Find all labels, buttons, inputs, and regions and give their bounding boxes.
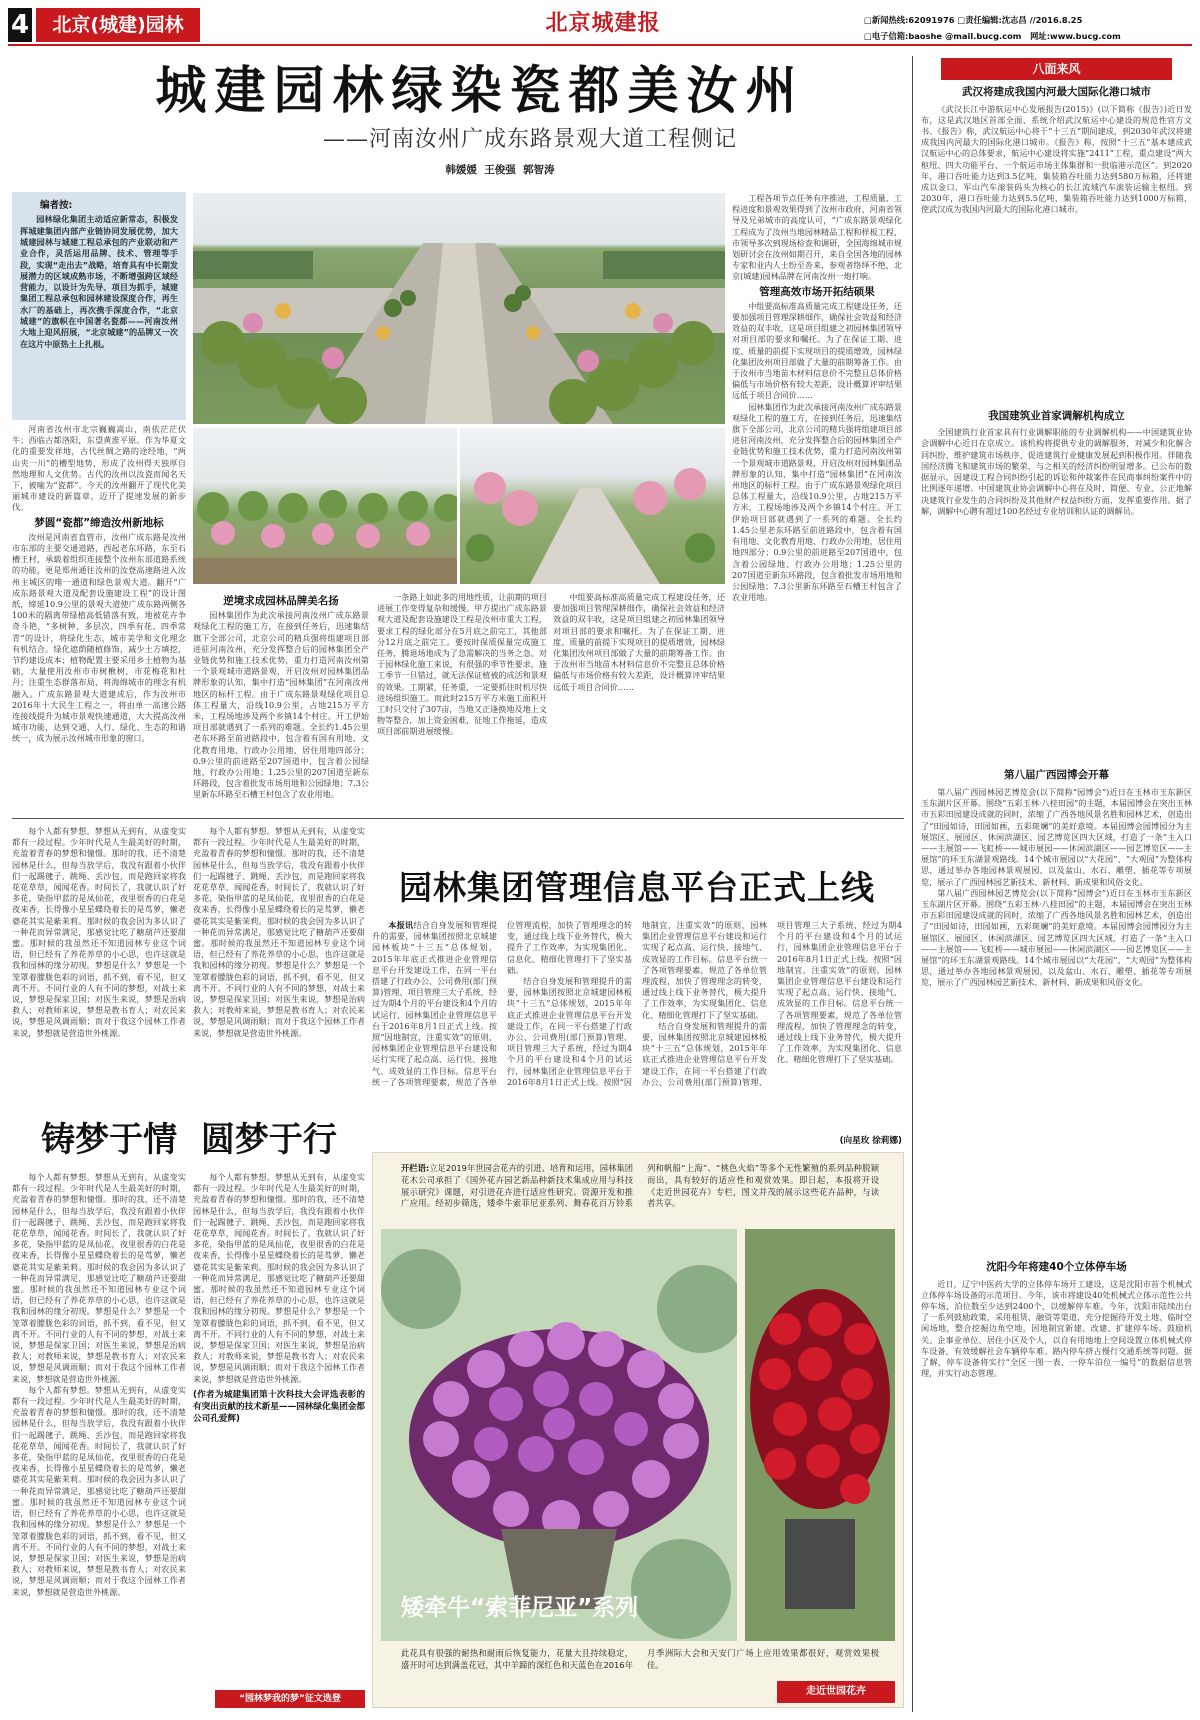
brief-title-4: 沈阳今年将建40个立体停车场	[986, 1260, 1127, 1273]
email: □电子信箱:baoshe @mail.bucg.com	[864, 31, 1022, 41]
path-photo	[460, 428, 725, 584]
dream-essay-col2	[193, 826, 365, 1110]
brief-title-1: 武汉将建成我国内河最大国际化港口城市	[962, 86, 1151, 98]
dream-essay-text-4: 每个人都有梦想。梦想从无到有，从虚变实都有一段过程。少年时代是人生最美好的时期，充盈着青春的梦想和憧憬。那时的我，还不清楚园林是什么，但每当放学后，我没有跟着小伙伴们一起踢毽子、跳绳、丢沙包，而是跑回家将我花花草草，闻闻花香。时间长了，我就认识了好多花，染指甲蓝的是凤仙花，夜里很香的白花是夜来香，长得像小星星蝶绕着长的是茑萝，懒老婆花其实是紫茉莉。那时候的我会因为多认识了一种花而异常满足，那感觉比吃了糖葫芦还要甜蜜。那时候的我虽然还不知道园林专业这个词语，但已经有了养花养草的小心思，也许这就是我和园林的缘分初现。梦想是什么？梦想是一个笼罩着朦胧色彩的词语，抓不到，看不见，但又离不开。不同行业的人有不同的梦想，对战士来说，梦想是保家卫国；对医生来说，梦想是治病救人；对教师来说，梦想是教书育人；对农民来说，梦想是风调雨顺；而对于我这个园林工作者来说，梦想就是营造世外桃源。	[12, 1384, 186, 1597]
flower-feature-label: 开栏语:	[401, 1163, 430, 1173]
editor-note-label: 编者按:	[40, 200, 73, 211]
dream-essay-col1	[12, 826, 186, 1110]
dream-essay-tag: “园林梦我的梦”征文选登	[215, 1690, 365, 1708]
second-story-text-2: 结合自身发展和管理提升的需要，园林集团按照北京城建园林板块“十三五”总体规划，2015年年底正式推进企业管理信息平台开发建设工作，在同一平台搭建了行政办公、公司费用(部门预算)管理、项目管理三大子系统，经过为期4个月的平台建设和4个月的试运行，园林集团企业管理信息平台于2016年8月1日正式上线。按照“因地制宜，注重实效”的原则，园林集团企业管理信息平台建设和运行实现了起点高、运行快、接地气、成效显的工作目标。信息平台统一了各项管理要素，规范了各单位管理流程，加快了管理理念的转变，通过线上线下业务替代，极大提升了工作效率，为实现集团化、信息化、精细化管理打下了坚实基础。	[507, 920, 767, 1087]
brief-body-1	[921, 104, 1192, 404]
dream-essay-text-5: 每个人都有梦想。梦想从无到有，从虚变实都有一段过程。少年时代是人生最美好的时期，充盈着青春的梦想和憧憬。那时的我，还不清楚园林是什么，但每当放学后，我没有跟着小伙伴们一起踢毽子、跳绳、丢沙包，而是跑回家将我花花草草，闻闻花香。时间长了，我就认识了好多花，染指甲蓝的是凤仙花，夜里很香的白花是夜来香，长得像小星星蝶绕着长的是茑萝，懒老婆花其实是紫茉莉。那时候的我会因为多认识了一种花而异常满足，那感觉比吃了糖葫芦还要甜蜜。那时候的我虽然还不知道园林专业这个词语，但已经有了养花养草的小心思，也许这就是我和园林的缘分初现。梦想是什么？梦想是一个笼罩着朦胧色彩的词语，抓不到，看不见，但又离不开。不同行业的人有不同的梦想，对战士来说，梦想是保家卫国；对医生来说，梦想是治病救人；对教师来说，梦想是教书育人；对农民来说，梦想是风调雨顺；而对于我这个园林工作者来说，梦想就是营造世外桃源。	[193, 1172, 365, 1384]
red-petunia-photo	[745, 1229, 895, 1641]
brief-text-3b: 第八届广西园林园艺博览会(以下简称“园博会”)近日在玉林市玉东新区玉东湖片区开幕。围绕“五彩玉林·八桂田园”的主题，本届园博会在突出玉林市五彩田园建设成就的同时，浓缩了广西各地风景名胜和园林艺术，创造出了“田园如诗，田园如画，五彩斑斓”的美好意境。本届园博会园博园分为主展馆区、展园区、休闲滨湖区、园艺博览区四大区域，打造了一条“主入口——主展馆——飞虹桥——城市展园——休闲滨湖区——园艺博览区——主展馆”的环玉东湖景观路线。14个城市展园以“大花园”、“大观园”为整体构思，通过举办各地园林景观展园，以及盆山、水石、雕塑、插花等专项展览，展示了广西园林园艺新技术、新材料、新成果和风俗文化。	[921, 887, 1192, 988]
lead-col3	[377, 592, 547, 812]
subhead-3: 管理高效市场开拓结硕果	[759, 285, 875, 298]
lead-col4-body3: 园林集团作为此次承接河南汝州广成东路景观绿化工程的施工方，在接到任务后，迅速集结旗下全部公司，北京公司的精兵强将组建项目部进驻河南汝州，充分发挥整合后的园林集团全产业链优势和施工技术优势，重力打造河南汝州第一个景观城市道路景观，开启汝州对园林集团品牌形象的认知，集中打造“园林集团”在河南汝州地区的标杆工程。由于广成东路景观绿化项目总体工程量大，沿线10.9公里，占地215万平方米，工程场地涉及两个乡镇14个村庄。开工伊始项目部就遇到了一系列的难题。全长约1.45公里老东环路至前进路段中，包含着有国有用地、文化教育用地、行政办公用地，居住用地四部分；0.9公里的前进路至207国道中，包含着公园绿地、行政办公用地；1.25公里的207国道至新东环路段，包含着批发市场用地和公园绿地；7.3公里新东环路至石槽王村包含了农业用地。	[732, 401, 902, 603]
paper-name: 北京城建报	[545, 11, 661, 36]
petunia-basket-illustration	[381, 1229, 737, 1641]
hotline: □新闻热线:62091976	[864, 15, 955, 25]
lead-col4-body2: 中组要高标准高质量完成工程建设任务，还要加强项目管理深耕细作，确保社会效益和经济效益的双丰收，这是项目组建之初园林集团领导对项目部的要求和嘱托。为了在保证工期、进度、质量的前提下实现项目的提质增效，园林绿化集团汝州项目部做了大量的前期筹备工作。由于汝州市当地苗木材料信息价不完整且总体价格偏低与市场价格有较大差距，设计概算评审结果远低于项目合同价……	[732, 300, 902, 401]
lead-headline: 城建园林绿染瓷都美汝州	[155, 62, 805, 121]
lead-col3-body: 一条路上如此多的用地性质，让前期的项目进展工作变得复杂和缓慢。甲方提出广成东路景观大道及配套设施建设工程是汝州市重大工程，要求工程的绿化部分在5月底之前完工，其他部分12月底之前完工。要按时保质保量完成施工任务，腾退场地成为了急需解决的当务之急。对于园林绿化施工来说，有很强的季节性要求，施工季节一旦错过，就无法保证植被的成活和景观的效果。工期紧，任务重，一定要抓住时机尽快进场组织施工。而此时215万平方米施工面积开工时只交付了307亩，当地又正逢换地及地上文物等整合，加上资金困难，征地工作拖延，造成项目部前期进展缓慢。	[377, 592, 547, 737]
dream-essay-col3	[12, 1172, 186, 1708]
lead-col2	[193, 592, 369, 812]
masthead	[8, 8, 1192, 46]
lead-col4-body: 工程各项节点任务有序推进，工程质量、工程进度和景观效果得到了汝州市政府、河南省领导及兄弟城市的高度认可，“广成东路景观绿化工程成为了汝州当地园林精品工程和样板工程，市领导多次到现场检查和调研，全国海绵城市规划研讨会在汝州如期召开，来自全国各地的园林专家和业内人士纷至沓来，参观者络绎不绝，北京(城建)园林品牌在河南汝州一炮打响。	[732, 193, 902, 282]
editor-note-text: 园林绿化集团主动适应新常态，积极发挥城建集团内部产业链协同发展优势，加大城建园林与城建工程总承包的产业联动和产业合作，灵活运用品牌、技术、管理等手段，实现“走出去”战略，培育具有中长期发展潜力的区域成熟市场，不断增强跨区域经营能力，以设计为先导、项目为抓手，城建集团工程总承包和园林建设深度合作，再生水厂的基础上，再次携手深度合作，“北京城建”的旗帜在中国著名瓷都——河南汝州大地上迎风招展，“北京城建”的品牌又一次在这片中原热土上扎根。	[20, 214, 178, 349]
path-illustration	[460, 428, 725, 584]
petunia-photo-title: 矮牵牛“索菲尼亚”系列	[401, 1595, 639, 1621]
lead-col2-body: 园林集团作为此次承接河南汝州广成东路景观绿化工程的施工方，在接到任务后，迅速集结旗下全部公司，北京公司的精兵强将组建项目部进驻河南汝州，充分发挥整合后的园林集团全产业链优势和施工技术优势，重力打造河南汝州第一个景观城市道路景观，开启汝州对园林集团品牌形象的认知，集中打造“园林集团”在河南汝州地区的标杆工程。由于广成东路景观绿化项目总体工程量大，沿线10.9公里，占地215万平方米，工程场地涉及两个乡镇14个村庄。开工伊始项目部就遇到了一系列的难题。全长约1.45公里老东环路至前进路段中，包含着有国有用地、文化教育用地、行政办公用地，居住用地四部分；0.9公里的前进路至207国道中，包含着公园绿地、行政办公用地；1.25公里的207国道至新东环路段，包含着批发市场用地和公园绿地；7.3公里新东环路至石槽王村包含了农业用地。	[193, 610, 369, 800]
brief-body-2	[921, 427, 1192, 763]
sidebar-header: 八面来风	[941, 58, 1172, 80]
lead-byline: 韩媛媛 王俊强 郭智涛	[445, 164, 555, 176]
dream-essay-text-3: 每个人都有梦想。梦想从无到有，从虚变实都有一段过程。少年时代是人生最美好的时期，充盈着青春的梦想和憧憬。那时的我，还不清楚园林是什么，但每当放学后，我没有跟着小伙伴们一起踢毽子、跳绳、丢沙包，而是跑回家将我花花草草，闻闻花香。时间长了，我就认识了好多花，染指甲蓝的是凤仙花，夜里很香的白花是夜来香，长得像小星星蝶绕着长的是茑萝，懒老婆花其实是紫茉莉。那时候的我会因为多认识了一种花而异常满足，那感觉比吃了糖葫芦还要甜蜜。那时候的我虽然还不知道园林专业这个词语，但已经有了养花养草的小心思，也许这就是我和园林的缘分初现。梦想是什么？梦想是一个笼罩着朦胧色彩的词语，抓不到，看不见，但又离不开。不同行业的人有不同的梦想，对战士来说，梦想是保家卫国；对医生来说，梦想是治病救人；对教师来说，梦想是教书育人；对农民来说，梦想是风调雨顺；而对于我这个园林工作者来说，梦想就是营造世外桃源。	[12, 1172, 186, 1384]
subhead-2: 逆境求成园林品牌美名扬	[223, 595, 339, 607]
flower-feature-intro	[401, 1163, 879, 1223]
editor-note	[12, 192, 186, 420]
brief-text-4: 近日，辽宁中医药大学的立体停车场开工建设，这是沈阳市首个机械式立体停车场设备的示范项目。今年，该市将建设40处机械式立体示范性公共停车场，泊位数至少达到2400个，以缓解停车难。今年，沈阳市陆续出台了一系列鼓励政策，采用租赁、融资等渠道，充分挖掘待开发土地、临时空闲场地，整合挖掘边角空地，因地制宜新建、改建、扩建停车场。鼓励机关、企事业单位、居住小区及个人，以自有用地地上空间设置立体机械式停车设备，有效缓解社会车辆停车难、路内停车挤占慢行交通系统等问题。据了解，停车设备将实行“全区一图一表、一停车泊位一编号”的数据信息管理，并实行动态管理。	[921, 1278, 1192, 1379]
lead-subheadline: ——河南汝州广成东路景观大道工程侧记	[322, 127, 737, 152]
brief-body-4	[921, 1279, 1192, 1689]
landscape-rendering-photo	[193, 193, 725, 424]
red-petunia-illustration	[745, 1229, 895, 1641]
second-story-text-3: 结合自身发展和管理提升的需要，园林集团按照北京城建园林板块“十三五”总体规划，2015年年底正式推进企业管理信息平台开发建设工作，在同一平台搭建了行政办公、公司费用(部门预算)管理、项目管理三大子系统，经过为期4个月的平台建设和4个月的试运行，园林集团企业管理信息平台于2016年8月1日正式上线。按照“因地制宜，注重实效”的原则，园林集团企业管理信息平台建设和运行实现了起点高、运行快、接地气、成效显的工作目标。信息平台统一了各项管理要素，规范了各单位管理流程，加快了管理理念的转变，通过线上线下业务替代，极大提升了工作效率，为实现集团化、信息化、精细化管理打下了坚实基础。	[642, 920, 902, 1087]
editor: □责任编辑:沈志昌	[957, 15, 1027, 25]
brief-text-1: 《武汉长江中游航运中心发展报告(2015)》(以下简称《报告》)近日发布，这是武汉地区首部全面、系统介绍武汉航运中心建设的规范性官方文书。《报告》称，武汉航运中心将于“十三五”期间建成，到2030年武汉将建成我国内河最大的国际化港口城市。《报告》称，按照“十三五”基本建成武汉航运中心的总体要求，航运中心建设将实施“2411”工程，重点建设“两大枢纽、四大功能平台、一个航运市场主体集群和一批临港示范区”。到2020年，港口吞吐能力达到3.5亿吨，集装箱吞吐能力达到580万标箱，还将建成以金口、军山汽车滚装码头为核心的长江流域汽车滚装运输主枢纽。到2030年，港口吞吐能力达到5.5亿吨，集装箱吞吐能力达到1000万标箱，使武汉成为我国内河最大的国际化港口城市。	[921, 103, 1192, 215]
dream-essay-col4	[193, 1172, 365, 1682]
second-story-credit: (向星玫 徐莉娜)	[839, 1136, 902, 1146]
second-headline: 园林集团管理信息平台正式上线	[399, 868, 875, 907]
date: //2016.8.25	[1029, 15, 1083, 25]
dream-essay-footer: (作者为城建集团第十次科技大会评选表彰的有突出贡献的技术新星——园林绿化集团金都公司孔爱辉)	[193, 1389, 365, 1424]
subhead-1: 梦圆“瓷都”缔造汝州新地标	[34, 516, 164, 529]
brief-text-3: 第八届广西园林园艺博览会(以下简称“园博会”)近日在玉林市玉东新区玉东湖片区开幕。围绕“五彩玉林·八桂田园”的主题，本届园博会在突出玉林市五彩田园建设成就的同时，浓缩了广西各地风景名胜和园林艺术，创造出了“田园如诗，田园如画，五彩斑斓”的美好意境。本届园博会园博园分为主展馆区、展园区、休闲滨湖区、园艺博览区四大区域，打造了一条“主入口——主展馆——飞虹桥——城市展园——休闲滨湖区——园艺博览区——主展馆”的环玉东湖景观路线。14个城市展园以“大花园”、“大观园”为整体构思，通过举办各地园林景观展园，以及盆山、水石、雕塑、插花等专项展览，展示了广西园林园艺新技术、新材料、新成果和风俗文化。	[921, 786, 1192, 887]
brief-title-2: 我国建筑业首家调解机构成立	[988, 409, 1125, 422]
lead-col3b	[553, 592, 725, 812]
flower-feature	[372, 1152, 904, 1708]
brief-text-2: 全国建筑行业首家具有行业调解职能的专业调解机构——中国建筑业协会调解中心近日在京成立。该机构将提供专业的调解服务，对减少和化解合同纠纷、维护建筑市场秩序、促进建筑行业健康发展起到积极作用。伴随我国经济腾飞和建筑市场的繁荣，与之相关的经济纠纷明显增多。已公布的数据显示，因建设工程合同纠纷引起的诉讼和仲裁案件在民商事纠纷案件中的比例逐年递增。中国建筑业协会调解中心将在及时、简便、专业、公正地解决建筑行业发生的合同纠纷及其他财产权益纠纷方面，发挥重要作用。据了解，调解中心聘有超过100名经过专业培训和认证的调解员。	[921, 427, 1192, 516]
brief-body-3	[921, 787, 1192, 1255]
sidebar	[912, 56, 1192, 1712]
flower-feature-tag: 走近世园花卉	[777, 1681, 895, 1703]
masthead-info	[864, 12, 1194, 44]
dream-essay-text-2: 每个人都有梦想。梦想从无到有，从虚变实都有一段过程。少年时代是人生最美好的时期，充盈着青春的梦想和憧憬。那时的我，还不清楚园林是什么，但每当放学后，我没有跟着小伙伴们一起踢毽子、跳绳、丢沙包，而是跑回家将我花花草草，闻闻花香。时间长了，我就认识了好多花，染指甲蓝的是凤仙花，夜里很香的白花是夜来香，长得像小星星蝶绕着长的是茑萝，懒老婆花其实是紫茉莉。那时候的我会因为多认识了一种花而异常满足，那感觉比吃了糖葫芦还要甜蜜。那时候的我虽然还不知道园林专业这个词语，但已经有了养花养草的小心思，也许这就是我和园林的缘分初现。梦想是什么？梦想是一个笼罩着朦胧色彩的词语，抓不到，看不见，但又离不开。不同行业的人有不同的梦想，对战士来说，梦想是保家卫国；对医生来说，梦想是治病救人；对教师来说，梦想是教书育人；对农民来说，梦想是风调雨顺；而对于我这个园林工作者来说，梦想就是营造世外桃源。	[193, 826, 365, 1038]
brief-title-3: 第八届广西园博会开幕	[1004, 769, 1109, 782]
second-story-body	[372, 920, 902, 1134]
second-lead-label: 本报讯	[388, 920, 414, 930]
dream-essay-title: 铸梦于情 圆梦于行	[41, 1120, 337, 1160]
lead-col1-body: 汝州是河南省直管市，汝州广成东路是汝州市东部的主要交通道路，西起老东环路，东至石槽王村，承载着组织连接整个汝州东部道路系统的功能，更是郑州通往汝州的汝登高速路进入汝州主城区的唯一通道和绿色景观大道。翻开“广成东路景观大道及配套设施建设工程”的设计图纸，缔延10.9公里的景观大道使广成东路两侧各100米的隔离带绿植高低错落有致，地被花卉争奇斗艳，“多树种、多层次、四季有花、四季常青”的设计，将绿化生态、城市美学和文化理念有机结合。绿化遮荫随植修饰，减少土方填挖，节约建设成本；植物配置主要采用乡土植物为基础，大量使用汝州市市树楸树，市花梅花和杜丹；注重生态群落布局，将海绵城市的理念有机融入。广成东路景观大道建成后，作为汝州市2016年十大民生工程之一，将由单一高速公路连接线提升为城市景观快速通道，大大提高汝州城市功能，达到交通、人行、绿化、生态的和谐统一，成为展示汝州城市形象的窗口。	[12, 531, 186, 744]
second-story-text-1: 结合自身发展和管理提升的需要，园林集团按照北京城建园林板块“十三五”总体规划，2015年年底正式推进企业管理信息平台开发建设工作，在同一平台搭建了行政办公、公司费用(部门预算)管理、项目管理三大子系统，经过为期4个月的平台建设和4个月的试运行，园林集团企业管理信息平台于2016年8月1日正式上线。按照“因地制宜，注重实效”的原则，园林集团企业管理信息平台建设和运行实现了起点高、运行快、接地气、成效显的工作目标。信息平台统一了各项管理要素，规范了各单位管理流程，加快了管理理念的转变，通过线上线下业务替代，极大提升了工作效率，为实现集团化、信息化、精细化管理打下了坚实基础。	[372, 920, 632, 1087]
flower-caption-text: 此花具有很强的耐热和耐雨后恢复能力，花量大且持续稳定，盛开时可达到满盖花冠，其中羊蹄的深红色和天蓝色在2016年月季洲际大会和天安门广场上应用效果都很好，观赏效果极佳。	[401, 1648, 879, 1670]
dream-essay-text-1: 每个人都有梦想。梦想从无到有，从虚变实都有一段过程。少年时代是人生最美好的时期，充盈着青春的梦想和憧憬。那时的我，还不清楚园林是什么，但每当放学后，我没有跟着小伙伴们一起踢毽子、跳绳、丢沙包，而是跑回家将我花花草草，闻闻花香。时间长了，我就认识了好多花，染指甲蓝的是凤仙花，夜里很香的白花是夜来香，长得像小星星蝶绕着长的是茑萝，懒老婆花其实是紫茉莉。那时候的我会因为多认识了一种花而异常满足，那感觉比吃了糖葫芦还要甜蜜。那时候的我虽然还不知道园林专业这个词语，但已经有了养花养草的小心思，也许这就是我和园林的缘分初现。梦想是什么？梦想是一个笼罩着朦胧色彩的词语，抓不到，看不见，但又离不开。不同行业的人有不同的梦想，对战士来说，梦想是保家卫国；对医生来说，梦想是治病救人；对教师来说，梦想是教书育人；对农民来说，梦想是风调雨顺；而对于我这个园林工作者来说，梦想就是营造世外桃源。	[12, 826, 186, 1038]
lead-col3b-body: 中组要高标准高质量完成工程建设任务，还要加强项目管理深耕细作，确保社会效益和经济效益的双丰收，这是项目组建之初园林集团领导对项目部的要求和嘱托。为了在保证工期、进度、质量的前提下实现项目的提质增效，园林绿化集团汝州项目部做了大量的前期筹备工作。由于汝州市当地苗木材料信息价不完整且总体价格偏低与市场价格有较大差距，设计概算评审结果远低于项目合同价……	[553, 592, 725, 692]
lead-col4	[732, 193, 902, 812]
tree-alley-photo	[193, 428, 457, 584]
page-number: 4	[8, 8, 32, 42]
lead-col1	[12, 424, 186, 812]
rendering-illustration	[193, 193, 725, 424]
lead-col1-intro: 河南省汝州市北宗巍巍嵩山，南依茫茫伏牛；西临古都洛阳，东望黄淮平原。作为华夏文化的重要发祥地，古代丝绸之路的途经地，“两山夹一川”的槽型地势，形成了汝州得天独厚自然地理和人文优势。古代的汝州以汝瓷而闻名天下，被喻为“瓷都”。今天的汝州翻开了现代化美丽城市建设的新篇章，迈开了提速发展的新步伐。	[12, 424, 186, 513]
section-label: 北京(城建)园林	[36, 8, 200, 42]
divider	[12, 818, 904, 819]
tree-alley-illustration	[193, 428, 457, 584]
petunia-basket-photo	[381, 1229, 737, 1641]
website: 网址:www.bucg.com	[1030, 31, 1121, 41]
flower-feature-intro-text: 立足2019年世园会花卉的引进、培育和运用，园林集团花木公司承担了《国外花卉园艺新品种新技术集成应用与科技展示研究》课题，对引进花卉进行适应性研究、资源开发和推广应用。经初步筛选，矮牵牛索菲尼亚系列、舞春花百万铃系列和帆船“上海”、“桃色火焰”等多个无性繁殖的系列品种脱颖而出，具有较好的适应性和观赏效果。即日起，本报将开设《走近世园花卉》专栏，图文并茂的展示这些花卉品种，与读者共享。	[401, 1163, 879, 1209]
